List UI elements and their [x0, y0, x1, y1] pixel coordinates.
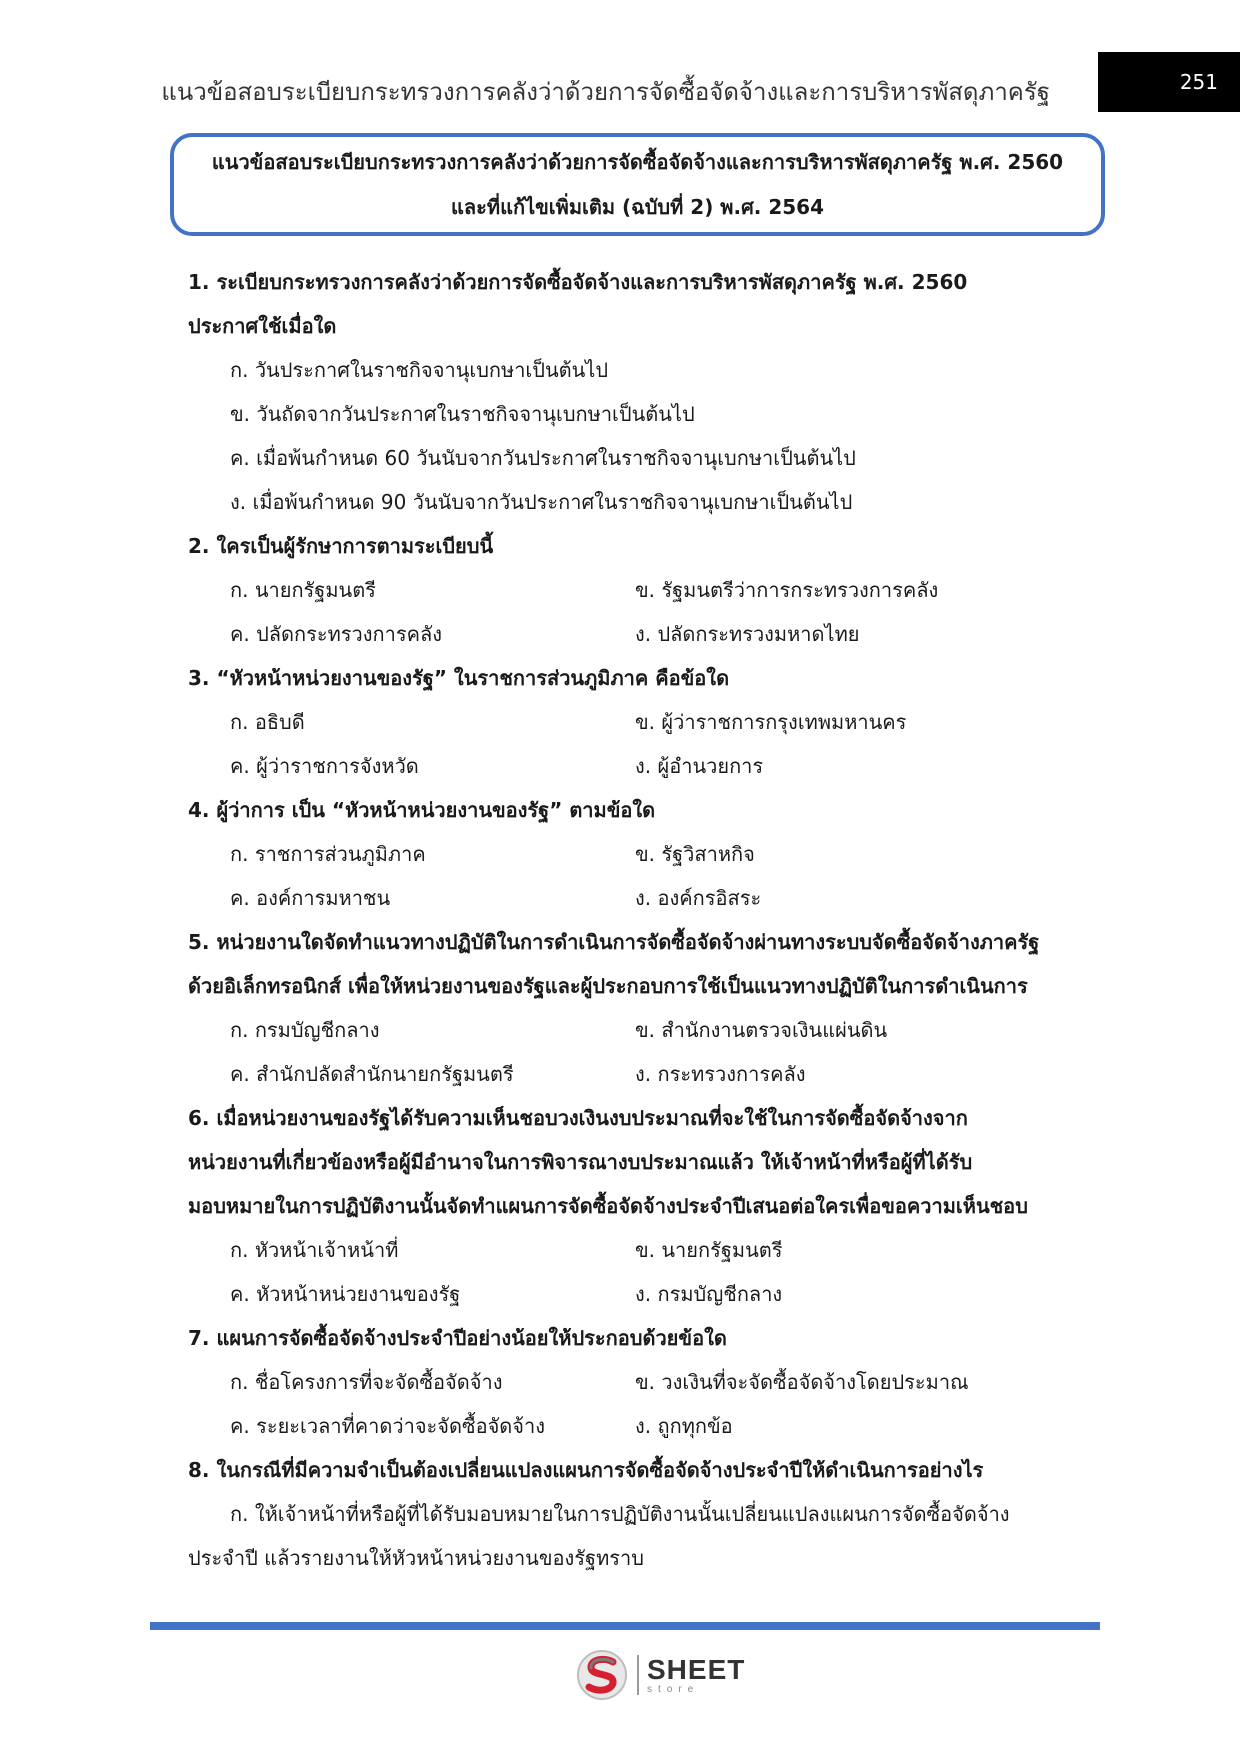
option-row	[188, 1052, 1093, 1096]
option: ง. กระทรวงการคลัง	[635, 1062, 806, 1086]
question-text: 3. “หัวหน้าหน่วยงานของรัฐ” ในราชการส่วนภูมิภาค คือข้อใด	[188, 666, 730, 690]
option-row	[188, 568, 1093, 612]
question-5	[188, 920, 1093, 1096]
option: ข. รัฐวิสาหกิจ	[635, 842, 755, 866]
question-1	[188, 260, 1093, 524]
question-2	[188, 524, 1093, 656]
page-number: 251	[1098, 52, 1240, 112]
question-text: 7. แผนการจัดซื้อจัดจ้างประจำปีอย่างน้อยให้ประกอบด้วยข้อใด	[188, 1326, 727, 1350]
question-text: มอบหมายในการปฏิบัติงานนั้นจัดทำแผนการจัดซื้อจัดจ้างประจำปีเสนอต่อใครเพื่อขอความเห็นชอบ	[188, 1194, 1028, 1218]
option: ง. องค์กรอิสระ	[635, 886, 762, 910]
question-8	[188, 1448, 1093, 1580]
question-4	[188, 788, 1093, 920]
option: ง. ผู้อำนวยการ	[635, 754, 764, 778]
option: ค. สำนักปลัดสำนักนายกรัฐมนตรี	[230, 1062, 514, 1086]
option: ข. สำนักงานตรวจเงินแผ่นดิน	[635, 1018, 888, 1042]
option: ข. รัฐมนตรีว่าการกระทรวงการคลัง	[635, 578, 939, 602]
option: ง. เมื่อพ้นกำหนด 90 วันนับจากวันประกาศในราชกิจจานุเบกษาเป็นต้นไป	[230, 490, 853, 514]
question-7	[188, 1316, 1093, 1448]
question-text: ประกาศใช้เมื่อใด	[188, 314, 337, 338]
question-text: 4. ผู้ว่าการ เป็น “หัวหน้าหน่วยงานของรัฐ” ตามข้อใด	[188, 798, 656, 822]
question-text: 1. ระเบียบกระทรวงการคลังว่าด้วยการจัดซื้อจัดจ้างและการบริหารพัสดุภาครัฐ พ.ศ. 2560	[188, 270, 968, 294]
option: ข. วงเงินที่จะจัดซื้อจัดจ้างโดยประมาณ	[635, 1370, 969, 1394]
option-row	[188, 1272, 1093, 1316]
question-text: ด้วยอิเล็กทรอนิกส์ เพื่อให้หน่วยงานของรัฐและผู้ประกอบการใช้เป็นแนวทางปฏิบัติในการดำเนินการ	[188, 974, 1028, 998]
title-box	[170, 133, 1105, 236]
option-row	[188, 1008, 1093, 1052]
option: ก. ชื่อโครงการที่จะจัดซื้อจัดจ้าง	[230, 1370, 503, 1394]
option: ก. ให้เจ้าหน้าที่หรือผู้ที่ได้รับมอบหมายในการปฏิบัติงานนั้นเปลี่ยนแปลงแผนการจัดซื้อจัดจ้าง	[230, 1502, 1010, 1526]
title-line-2: และที่แก้ไขเพิ่มเติม (ฉบับที่ 2) พ.ศ. 2564	[451, 194, 824, 219]
footer-logo	[575, 1648, 745, 1702]
option-row	[188, 1228, 1093, 1272]
option: ก. กรมบัญชีกลาง	[230, 1018, 380, 1042]
option-row	[188, 744, 1093, 788]
option-continuation: ประจำปี แล้วรายงานให้หัวหน้าหน่วยงานของรัฐทราบ	[188, 1546, 644, 1570]
option-row	[188, 700, 1093, 744]
logo-divider	[637, 1655, 639, 1695]
option: ง. ถูกทุกข้อ	[635, 1414, 733, 1438]
question-3	[188, 656, 1093, 788]
logo-subword: store	[647, 1683, 700, 1695]
option: ก. อธิบดี	[230, 710, 305, 734]
logo-words	[647, 1653, 746, 1695]
question-text: 8. ในกรณีที่มีความจำเป็นต้องเปลี่ยนแปลงแผนการจัดซื้อจัดจ้างประจำปีให้ดำเนินการอย่างไร	[188, 1458, 984, 1482]
option: ค. ระยะเวลาที่คาดว่าจะจัดซื้อจัดจ้าง	[230, 1414, 546, 1438]
option: ข. นายกรัฐมนตรี	[635, 1238, 783, 1262]
title-line-1: แนวข้อสอบระเบียบกระทรวงการคลังว่าด้วยการจัดซื้อจัดจ้างและการบริหารพัสดุภาครัฐ พ.ศ. 2560	[211, 149, 1064, 174]
option: ก. หัวหน้าเจ้าหน้าที่	[230, 1238, 399, 1262]
option-row	[188, 832, 1093, 876]
footer-divider	[150, 1622, 1100, 1630]
option-row	[188, 876, 1093, 920]
option: ก. วันประกาศในราชกิจจานุเบกษาเป็นต้นไป	[230, 358, 609, 382]
question-list	[188, 260, 1093, 1580]
option: ค. องค์การมหาชน	[230, 886, 391, 910]
question-text: 5. หน่วยงานใดจัดทำแนวทางปฏิบัติในการดำเนินการจัดซื้อจัดจ้างผ่านทางระบบจัดซื้อจัดจ้างภาครัฐ	[188, 930, 1040, 954]
option: ค. เมื่อพ้นกำหนด 60 วันนับจากวันประกาศในราชกิจจานุเบกษาเป็นต้นไป	[230, 446, 856, 470]
question-6	[188, 1096, 1093, 1316]
option: ก. ราชการส่วนภูมิภาค	[230, 842, 426, 866]
question-text: หน่วยงานที่เกี่ยวข้องหรือผู้มีอำนาจในการพิจารณางบประมาณแล้ว ให้เจ้าหน้าที่หรือผู้ที่ได้รับ	[188, 1150, 973, 1174]
option: ข. วันถัดจากวันประกาศในราชกิจจานุเบกษาเป็นต้นไป	[230, 402, 695, 426]
option: ค. ผู้ว่าราชการจังหวัด	[230, 754, 419, 778]
option: ค. หัวหน้าหน่วยงานของรัฐ	[230, 1282, 461, 1306]
option: ก. นายกรัฐมนตรี	[230, 578, 376, 602]
option: ข. ผู้ว่าราชการกรุงเทพมหานคร	[635, 710, 907, 734]
header-title: แนวข้อสอบระเบียบกระทรวงการคลังว่าด้วยการจัดซื้อจัดจ้างและการบริหารพัสดุภาครัฐ	[161, 78, 1050, 106]
logo-word: SHEET	[647, 1653, 746, 1685]
option-row	[188, 1360, 1093, 1404]
option-row	[188, 612, 1093, 656]
option: ค. ปลัดกระทรวงการคลัง	[230, 622, 443, 646]
question-text: 6. เมื่อหน่วยงานของรัฐได้รับความเห็นชอบวงเงินงบประมาณที่จะใช้ในการจัดซื้อจัดจ้างจาก	[188, 1106, 968, 1130]
sheet-store-s-logo-icon	[575, 1648, 629, 1702]
option: ง. ปลัดกระทรวงมหาดไทย	[635, 622, 860, 646]
option-row	[188, 1404, 1093, 1448]
option: ง. กรมบัญชีกลาง	[635, 1282, 783, 1306]
question-text: 2. ใครเป็นผู้รักษาการตามระเบียบนี้	[188, 534, 494, 558]
